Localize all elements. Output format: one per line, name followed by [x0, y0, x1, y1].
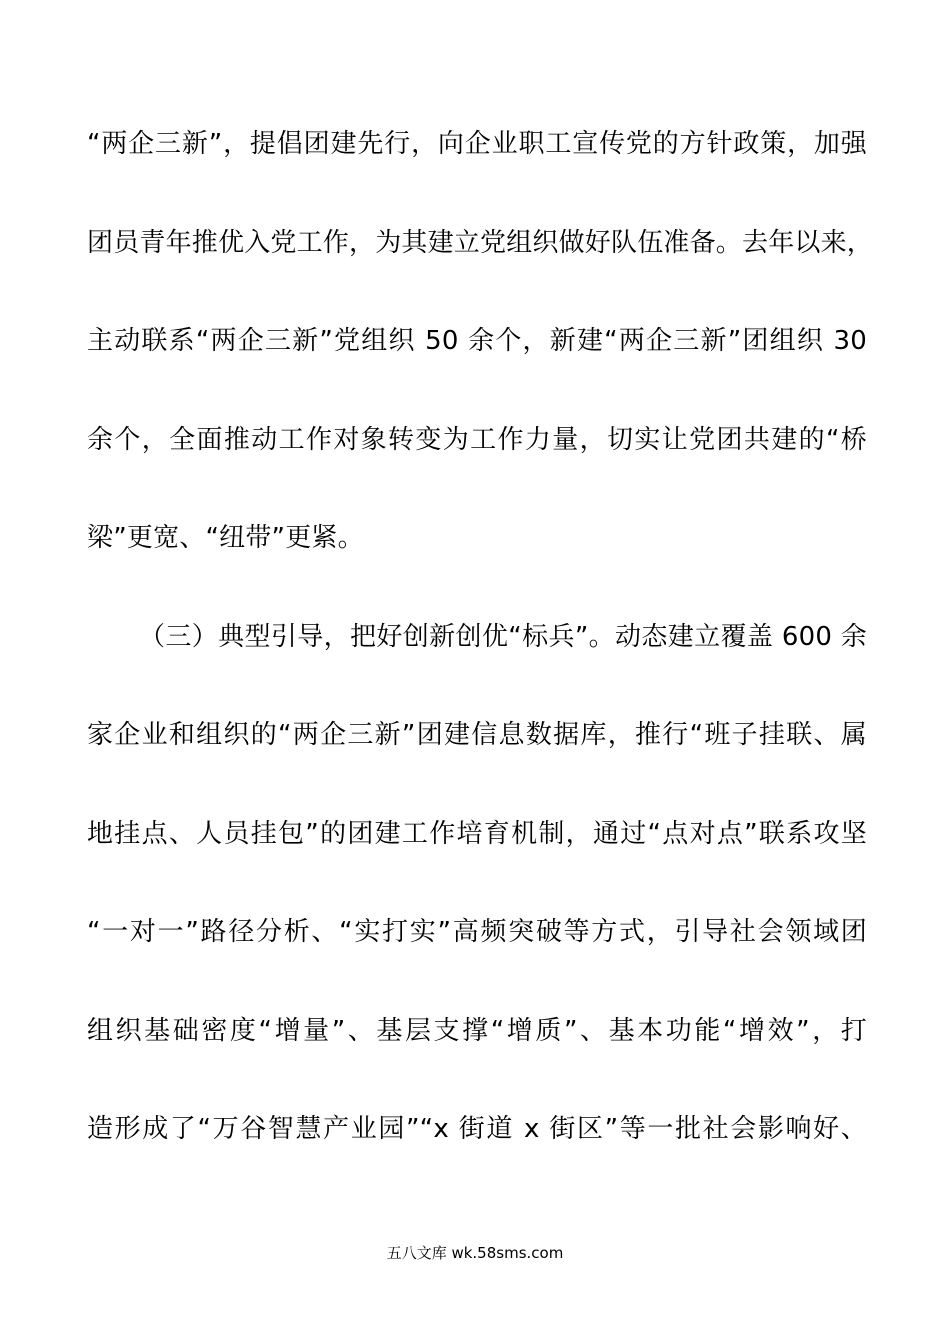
footer-watermark: 五八文库 wk.58sms.com	[386, 1244, 564, 1262]
paragraph-line-11: 造形成了“万谷智慧产业园”“x 街道 x 街区”等一批社会影响好、	[87, 1114, 867, 1144]
paragraph-line-8: 地挂点、人员挂包”的团建工作培育机制，通过“点对点”联系攻坚	[87, 818, 867, 849]
paragraph-line-4: 余个，全面推动工作对象转变为工作力量，切实让党团共建的“桥	[87, 424, 867, 455]
paragraph-line-9: “一对一”路径分析、“实打实”高频突破等方式，引导社会领域团	[87, 917, 867, 947]
paragraph-line-1: “两企三新”，提倡团建先行，向企业职工宣传党的方针政策，加强	[87, 129, 867, 159]
section-heading-line: （三）典型引导，把好创新创优“标兵”。动态建立覆盖 600 余	[139, 621, 867, 652]
paragraph-line-5: 梁”更宽、“纽带”更紧。	[87, 523, 364, 553]
paragraph-line-3: 主动联系“两企三新”党组织 50 余个，新建“两企三新”团组织 30	[87, 326, 867, 356]
paragraph-line-2: 团员青年推优入党工作，为其建立党组织做好队伍准备。去年以来，	[87, 227, 874, 258]
document-body	[87, 117, 874, 1201]
paragraph-line-10: 组织基础密度“增量”、基层支撑“增质”、基本功能“增效”，打	[87, 1015, 867, 1046]
paragraph-line-7: 家企业和组织的“两企三新”团建信息数据库，推行“班子挂联、属	[87, 720, 867, 750]
